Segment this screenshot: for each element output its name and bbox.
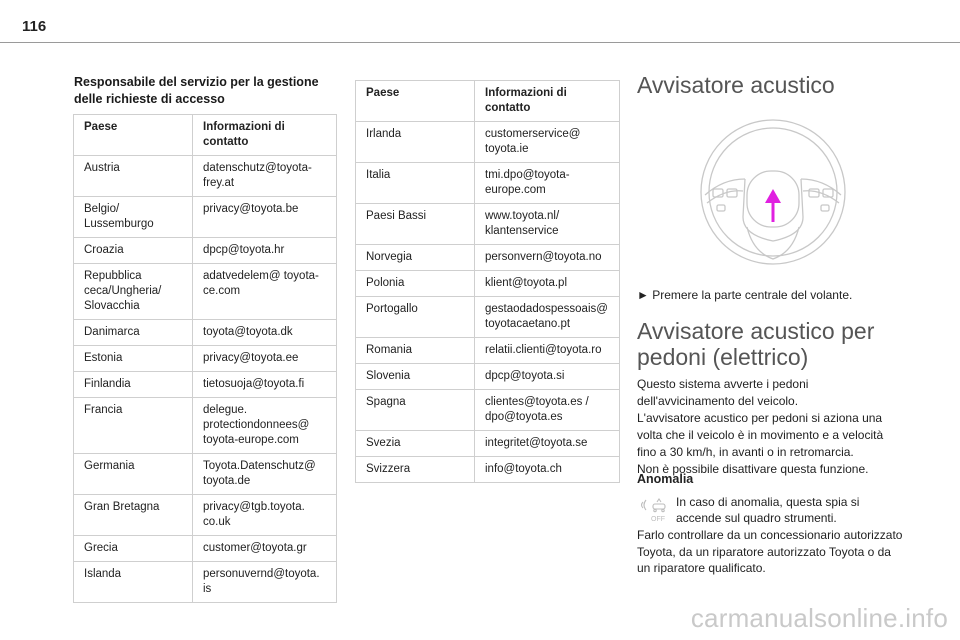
contact-cell: personuvernd@toyota. is xyxy=(193,562,337,603)
table-row xyxy=(356,297,620,338)
svg-text:OFF: OFF xyxy=(651,516,665,522)
table-row xyxy=(356,457,620,483)
column-header-contact: Informazioni di contatto xyxy=(475,81,620,122)
contact-cell: integritet@toyota.se xyxy=(475,431,620,457)
country-cell: Gran Bretagna xyxy=(74,495,193,536)
table-row xyxy=(356,245,620,271)
contact-cell: privacy@tgb.toyota. co.uk xyxy=(193,495,337,536)
table-row xyxy=(74,197,337,238)
column-header-contact: Informazioni di contatto xyxy=(193,115,337,156)
country-cell: Spagna xyxy=(356,390,475,431)
table-row xyxy=(356,204,620,245)
table-row xyxy=(74,495,337,536)
table-row xyxy=(356,390,620,431)
table-row xyxy=(74,346,337,372)
contact-cell: relatii.clienti@toyota.ro xyxy=(475,338,620,364)
page-number: 116 xyxy=(22,18,47,35)
country-cell: Estonia xyxy=(74,346,193,372)
contact-cell: datenschutz@toyota-frey.at xyxy=(193,156,337,197)
country-cell: Italia xyxy=(356,163,475,204)
table-row xyxy=(74,454,337,495)
contact-cell: privacy@toyota.be xyxy=(193,197,337,238)
country-cell: Svezia xyxy=(356,431,475,457)
anomaly-service-text: Farlo controllare da un concessionario autorizzato Toyota, da un riparatore autorizzato Toyota o da un riparatore qualificato. xyxy=(637,528,903,575)
country-cell: Grecia xyxy=(74,536,193,562)
table-header-row xyxy=(356,81,620,122)
contact-cell: dpcp@toyota.si xyxy=(475,364,620,390)
contact-cell: personvern@toyota.no xyxy=(475,245,620,271)
table-row xyxy=(74,372,337,398)
country-cell: Germania xyxy=(74,454,193,495)
table-row xyxy=(356,163,620,204)
paragraph: Non è possibile disattivare questa funzione. xyxy=(637,462,869,476)
table-row xyxy=(74,562,337,603)
column-header-country: Paese xyxy=(74,115,193,156)
section-heading-access-requests: Responsabile del servizio per la gestione delle richieste di accesso xyxy=(74,75,319,106)
contact-cell: gestaodadospessoais@ toyotacaetano.pt xyxy=(475,297,620,338)
country-cell: Austria xyxy=(74,156,193,197)
pedestrian-horn-off-warning-icon xyxy=(639,496,673,522)
top-divider xyxy=(0,42,960,43)
table-row xyxy=(356,271,620,297)
country-cell: Svizzera xyxy=(356,457,475,483)
country-cell: Norvegia xyxy=(356,245,475,271)
country-cell: Danimarca xyxy=(74,320,193,346)
contact-cell: dpcp@toyota.hr xyxy=(193,238,337,264)
press-arrow-icon xyxy=(765,189,781,222)
table-row xyxy=(74,536,337,562)
contact-cell: clientes@toyota.es / dpo@toyota.es xyxy=(475,390,620,431)
contacts-table-right xyxy=(355,80,620,483)
country-cell: Paesi Bassi xyxy=(356,204,475,245)
country-cell: Repubblica ceca/Ungheria/ Slovacchia xyxy=(74,264,193,320)
pedestrian-horn-title: Avvisatore acustico per pedoni (elettrico) xyxy=(637,318,875,370)
country-cell: Francia xyxy=(74,398,193,454)
watermark: carmanualsonline.info xyxy=(690,603,948,633)
country-cell: Polonia xyxy=(356,271,475,297)
contact-cell: klient@toyota.pl xyxy=(475,271,620,297)
table-row xyxy=(356,122,620,163)
contact-cell: tmi.dpo@toyota-europe.com xyxy=(475,163,620,204)
table-row xyxy=(356,364,620,390)
country-cell: Islanda xyxy=(74,562,193,603)
steering-wheel-illustration xyxy=(683,117,863,267)
table-row xyxy=(74,320,337,346)
paragraph: Questo sistema avverte i pedoni dell'avvicinamento del veicolo. xyxy=(637,377,809,408)
horn-section-title: Avvisatore acustico xyxy=(637,72,835,98)
contact-cell: Toyota.Datenschutz@ toyota.de xyxy=(193,454,337,495)
table-row xyxy=(74,156,337,197)
anomaly-warning-text: In caso di anomalia, questa spia si accende sul quadro strumenti. xyxy=(676,495,860,525)
contact-cell: www.toyota.nl/ klantenservice xyxy=(475,204,620,245)
country-cell: Slovenia xyxy=(356,364,475,390)
table-row xyxy=(74,264,337,320)
anomaly-heading: Anomalia xyxy=(637,472,694,486)
steering-wheel-icon xyxy=(683,117,863,267)
contact-cell: customer@toyota.gr xyxy=(193,536,337,562)
contact-cell: adatvedelem@ toyota-ce.com xyxy=(193,264,337,320)
contact-cell: tietosuoja@toyota.fi xyxy=(193,372,337,398)
pedestrian-horn-description xyxy=(637,376,905,478)
contact-cell: info@toyota.ch xyxy=(475,457,620,483)
contact-cell: customerservice@ toyota.ie xyxy=(475,122,620,163)
country-cell: Irlanda xyxy=(356,122,475,163)
country-cell: Romania xyxy=(356,338,475,364)
contact-cell: privacy@toyota.ee xyxy=(193,346,337,372)
table-row xyxy=(356,338,620,364)
table-header-row xyxy=(74,115,337,156)
table-row xyxy=(74,398,337,454)
country-cell: Croazia xyxy=(74,238,193,264)
column-header-country: Paese xyxy=(356,81,475,122)
country-cell: Belgio/ Lussemburgo xyxy=(74,197,193,238)
horn-instruction: ► Premere la parte centrale del volante. xyxy=(637,288,853,302)
contact-cell: delegue. protectiondonnees@ toyota-europe.com xyxy=(193,398,337,454)
contact-cell: toyota@toyota.dk xyxy=(193,320,337,346)
contacts-table-left xyxy=(73,114,337,603)
table-row xyxy=(74,238,337,264)
table-row xyxy=(356,431,620,457)
paragraph: L'avvisatore acustico per pedoni si aziona una volta che il veicolo è in movimento e a velocità fino a 30 km/h, in avanti o in retromarcia. xyxy=(637,411,884,459)
country-cell: Finlandia xyxy=(74,372,193,398)
country-cell: Portogallo xyxy=(356,297,475,338)
